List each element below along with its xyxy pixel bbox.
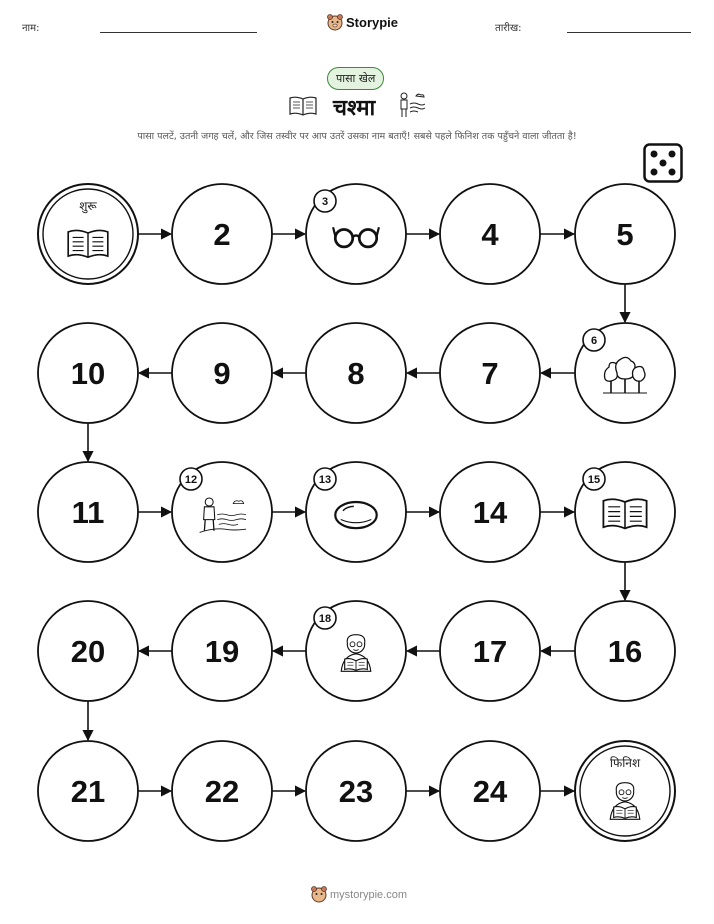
board-space-10[interactable] <box>38 323 138 423</box>
space-number: 8 <box>347 356 365 391</box>
board-space-18[interactable] <box>306 601 406 701</box>
space-number: 24 <box>472 774 508 809</box>
page-title: चश्मा <box>333 96 376 121</box>
board-space-12[interactable] <box>172 462 272 562</box>
start-label: शुरू <box>79 199 97 213</box>
board-space-2[interactable] <box>172 184 272 284</box>
board-space-23[interactable] <box>306 741 406 841</box>
board-space-11[interactable] <box>38 462 138 562</box>
dice-game-badge: पासा खेल <box>327 67 384 90</box>
board-space-19[interactable] <box>172 601 272 701</box>
instructions: पासा पलटें, उतनी जगह चलें, और जिस तस्वीर पर आप उतरें उसका नाम बताएँ! सबसे पहले फिनिश तक पहुँचने वाला जीतता है! <box>137 131 577 142</box>
space-number: 17 <box>472 634 508 669</box>
space-number: 4 <box>481 217 499 252</box>
space-number: 6 <box>590 335 598 347</box>
date-label: तारीख: <box>495 23 522 34</box>
board-space-21[interactable] <box>38 741 138 841</box>
space-number: 16 <box>607 634 643 669</box>
space-number: 9 <box>213 356 231 391</box>
name-label: नाम: <box>22 23 40 34</box>
lens-icon <box>335 502 376 528</box>
board-space-16[interactable] <box>575 601 675 701</box>
space-number: 7 <box>481 356 499 391</box>
finish-label: फिनिश <box>609 756 641 770</box>
board-space-1[interactable] <box>38 184 138 284</box>
space-number: 20 <box>70 634 106 669</box>
space-number: 22 <box>204 774 240 809</box>
board-space-6[interactable] <box>575 323 675 423</box>
board-space-3[interactable] <box>306 184 406 284</box>
board-space-15[interactable] <box>575 462 675 562</box>
board-space-20[interactable] <box>38 601 138 701</box>
space-number: 12 <box>184 474 198 486</box>
space-number: 2 <box>213 217 231 252</box>
space-number: 18 <box>318 613 332 625</box>
brand-name: Storypie <box>346 15 399 30</box>
space-number: 19 <box>204 634 240 669</box>
board-space-4[interactable] <box>440 184 540 284</box>
board-space-9[interactable] <box>172 323 272 423</box>
board-space-14[interactable] <box>440 462 540 562</box>
board-space-13[interactable] <box>306 462 406 562</box>
space-number: 23 <box>338 774 374 809</box>
space-number: 14 <box>472 495 508 530</box>
board-space-25[interactable] <box>575 741 675 841</box>
board-space-22[interactable] <box>172 741 272 841</box>
book-icon <box>603 499 646 528</box>
space-number: 13 <box>318 474 332 486</box>
space-number: 3 <box>321 196 329 208</box>
board-space-24[interactable] <box>440 741 540 841</box>
space-number: 21 <box>70 774 106 809</box>
board-space-5[interactable] <box>575 184 675 284</box>
book-icon <box>68 230 108 257</box>
board-space-8[interactable] <box>306 323 406 423</box>
board-space-17[interactable] <box>440 601 540 701</box>
space-number: 15 <box>587 474 601 486</box>
board-space-7[interactable] <box>440 323 540 423</box>
space-number: 5 <box>616 217 634 252</box>
storypie-footer-logo-icon <box>310 885 328 903</box>
space-number: 11 <box>71 495 105 530</box>
footer-url[interactable]: mystorypie.com <box>330 889 408 901</box>
space-number: 10 <box>70 356 106 391</box>
